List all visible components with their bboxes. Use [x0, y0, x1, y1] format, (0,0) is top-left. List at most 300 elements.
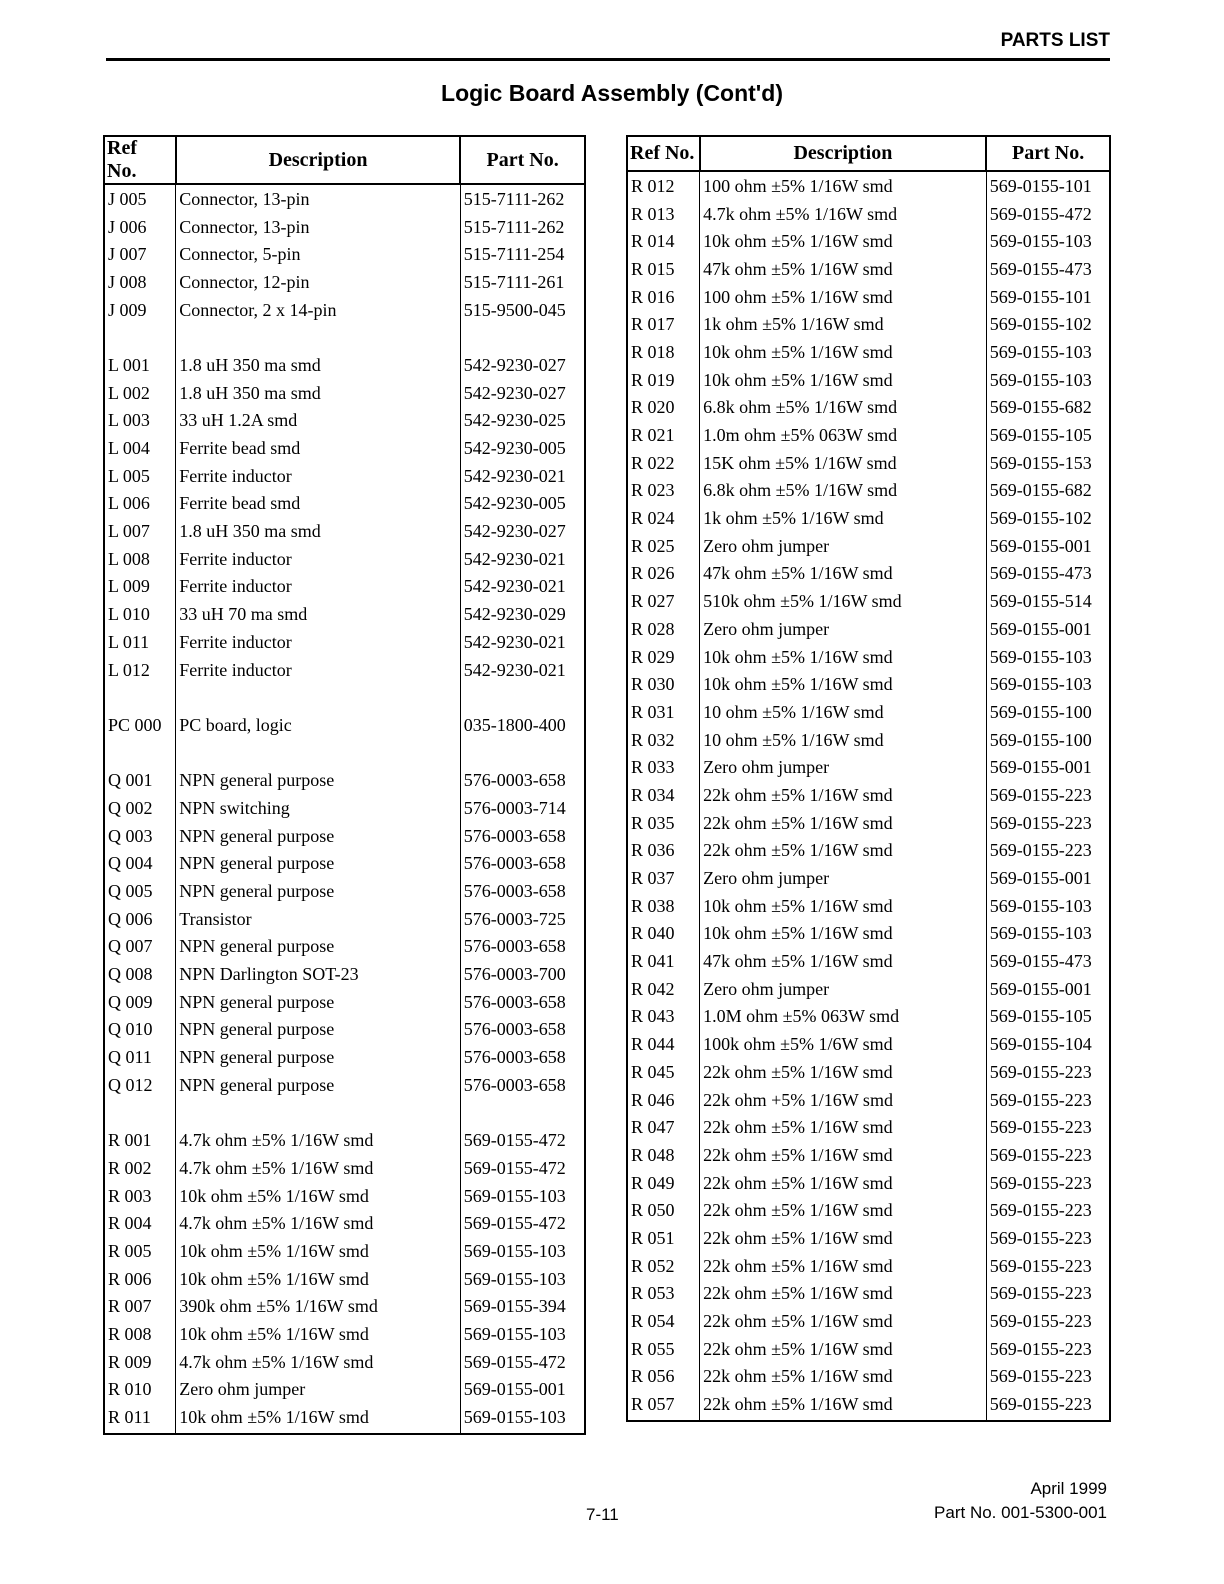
ref-no-cell: R 024 [627, 504, 700, 532]
description-cell: 22k ohm ±5% 1/16W smd [700, 1363, 987, 1391]
table-row [104, 434, 585, 462]
ref-no-cell: L 002 [104, 379, 176, 407]
ref-no-cell: Q 010 [104, 1016, 176, 1044]
table-row [104, 462, 585, 490]
table-row [627, 1390, 1110, 1421]
description-cell: 33 uH 1.2A smd [176, 407, 460, 435]
part-no-cell: 542-9230-005 [460, 434, 585, 462]
description-cell: 10k ohm ±5% 1/16W smd [176, 1320, 460, 1348]
description-cell: 1.0M ohm ±5% 063W smd [700, 1003, 987, 1031]
description-cell: 4.7k ohm ±5% 1/16W smd [176, 1348, 460, 1376]
parts-table-left [103, 135, 586, 1435]
part-no-cell: 569-0155-001 [986, 975, 1110, 1003]
description-cell: Ferrite inductor [176, 573, 460, 601]
part-no-cell: 569-0155-223 [986, 1390, 1110, 1421]
table-row [627, 1335, 1110, 1363]
description-cell: 10 ohm ±5% 1/16W smd [700, 698, 987, 726]
table-row [627, 532, 1110, 560]
part-no-cell [460, 739, 585, 767]
description-cell: NPN general purpose [176, 850, 460, 878]
part-no-cell: 569-0155-001 [986, 615, 1110, 643]
part-no-cell: 569-0155-103 [986, 338, 1110, 366]
part-no-cell: 569-0155-101 [986, 283, 1110, 311]
ref-no-cell: R 012 [627, 171, 700, 200]
description-cell: 1.8 uH 350 ma smd [176, 517, 460, 545]
table-row [627, 1224, 1110, 1252]
table-row [104, 1016, 585, 1044]
ref-no-cell: Q 009 [104, 988, 176, 1016]
description-cell: 22k ohm ±5% 1/16W smd [700, 1307, 987, 1335]
ref-no-cell: R 027 [627, 587, 700, 615]
part-no-cell: 569-0155-472 [986, 200, 1110, 228]
table-row [104, 323, 585, 351]
ref-no-cell: R 043 [627, 1003, 700, 1031]
description-cell: Connector, 2 x 14-pin [176, 296, 460, 324]
ref-no-cell: R 029 [627, 643, 700, 671]
part-no-cell: 576-0003-658 [460, 1071, 585, 1099]
description-cell: 1k ohm ±5% 1/16W smd [700, 310, 987, 338]
part-no-cell: 576-0003-700 [460, 960, 585, 988]
parts-table-left-body [104, 184, 585, 1434]
description-cell: 10k ohm ±5% 1/16W smd [700, 338, 987, 366]
ref-no-cell: R 032 [627, 726, 700, 754]
ref-no-cell: R 038 [627, 892, 700, 920]
part-no-cell: 569-0155-103 [460, 1182, 585, 1210]
description-cell [176, 683, 460, 711]
ref-no-cell: R 002 [104, 1154, 176, 1182]
table-row [104, 600, 585, 628]
part-no-cell: 569-0155-223 [986, 1086, 1110, 1114]
part-no-cell: 569-0155-223 [986, 1335, 1110, 1363]
description-cell: 10k ohm ±5% 1/16W smd [176, 1265, 460, 1293]
ref-no-cell: L 010 [104, 600, 176, 628]
table-header-row [627, 136, 1110, 171]
part-no-cell: 569-0155-223 [986, 781, 1110, 809]
part-no-cell: 542-9230-021 [460, 462, 585, 490]
part-no-cell: 569-0155-223 [986, 1113, 1110, 1141]
table-row [627, 1363, 1110, 1391]
description-cell: 47k ohm ±5% 1/16W smd [700, 947, 987, 975]
description-cell: 22k ohm ±5% 1/16W smd [700, 781, 987, 809]
part-no-cell: 515-7111-254 [460, 240, 585, 268]
part-no-cell: 569-0155-223 [986, 1196, 1110, 1224]
description-cell: NPN general purpose [176, 1043, 460, 1071]
part-no-cell: 569-0155-682 [986, 477, 1110, 505]
part-no-cell: 576-0003-658 [460, 822, 585, 850]
ref-no-cell: L 007 [104, 517, 176, 545]
part-no-cell: 542-9230-005 [460, 490, 585, 518]
description-cell [176, 739, 460, 767]
description-cell: 10k ohm ±5% 1/16W smd [176, 1237, 460, 1265]
description-cell: NPN general purpose [176, 933, 460, 961]
part-no-cell: 569-0155-103 [986, 643, 1110, 671]
table-row [627, 615, 1110, 643]
ref-no-cell: J 005 [104, 184, 176, 213]
table-row [104, 850, 585, 878]
table-row [627, 1169, 1110, 1197]
table-header-row [104, 136, 585, 184]
part-no-cell: 515-7111-261 [460, 268, 585, 296]
ref-no-cell: Q 004 [104, 850, 176, 878]
part-no-header: Part No. [460, 136, 585, 184]
description-cell: 22k ohm ±5% 1/16W smd [700, 809, 987, 837]
table-row [104, 268, 585, 296]
description-cell: NPN general purpose [176, 822, 460, 850]
table-row [104, 1182, 585, 1210]
part-no-cell: 576-0003-658 [460, 766, 585, 794]
description-cell: Ferrite bead smd [176, 434, 460, 462]
part-no-cell: 569-0155-682 [986, 394, 1110, 422]
part-no-cell: 569-0155-001 [986, 864, 1110, 892]
part-no-cell: 569-0155-103 [986, 892, 1110, 920]
table-row [104, 1293, 585, 1321]
part-no-cell: 569-0155-101 [986, 171, 1110, 200]
description-cell: 4.7k ohm ±5% 1/16W smd [176, 1154, 460, 1182]
ref-no-header: Ref No. [104, 136, 176, 184]
ref-no-cell: R 021 [627, 421, 700, 449]
description-cell: NPN general purpose [176, 1071, 460, 1099]
ref-no-cell: R 018 [627, 338, 700, 366]
ref-no-cell: R 033 [627, 753, 700, 781]
table-row [104, 1071, 585, 1099]
table-row [104, 656, 585, 684]
description-cell: 22k ohm ±5% 1/16W smd [700, 1280, 987, 1308]
ref-no-cell [104, 1099, 176, 1127]
ref-no-cell: R 041 [627, 947, 700, 975]
table-row [627, 394, 1110, 422]
ref-no-cell [104, 683, 176, 711]
table-row [104, 240, 585, 268]
table-row [627, 449, 1110, 477]
part-no-cell: 576-0003-714 [460, 794, 585, 822]
table-row [104, 184, 585, 213]
description-cell: NPN general purpose [176, 766, 460, 794]
table-row [104, 1126, 585, 1154]
parts-table-right [626, 135, 1111, 1422]
description-cell: Zero ohm jumper [700, 864, 987, 892]
description-cell: Transistor [176, 905, 460, 933]
ref-no-cell: Q 003 [104, 822, 176, 850]
description-cell: Zero ohm jumper [700, 975, 987, 1003]
table-row [104, 1348, 585, 1376]
ref-no-cell: Q 001 [104, 766, 176, 794]
ref-no-cell: R 017 [627, 310, 700, 338]
description-cell: NPN Darlington SOT-23 [176, 960, 460, 988]
ref-no-cell: R 054 [627, 1307, 700, 1335]
ref-no-cell: R 005 [104, 1237, 176, 1265]
ref-no-cell: R 006 [104, 1265, 176, 1293]
table-row [627, 504, 1110, 532]
table-row [627, 1113, 1110, 1141]
ref-no-cell: R 048 [627, 1141, 700, 1169]
table-row [104, 573, 585, 601]
table-row [627, 753, 1110, 781]
part-no-cell: 569-0155-223 [986, 1058, 1110, 1086]
description-cell: Zero ohm jumper [700, 615, 987, 643]
ref-no-cell: R 015 [627, 255, 700, 283]
description-cell: 6.8k ohm ±5% 1/16W smd [700, 477, 987, 505]
ref-no-cell: R 031 [627, 698, 700, 726]
description-cell: 510k ohm ±5% 1/16W smd [700, 587, 987, 615]
part-no-cell: 569-0155-102 [986, 310, 1110, 338]
description-cell: 33 uH 70 ma smd [176, 600, 460, 628]
table-row [104, 407, 585, 435]
part-no-cell: 569-0155-103 [986, 920, 1110, 948]
part-no-cell: 576-0003-658 [460, 877, 585, 905]
part-no-cell [460, 683, 585, 711]
table-row [627, 1252, 1110, 1280]
table-row [104, 794, 585, 822]
table-row [627, 1196, 1110, 1224]
ref-no-cell: R 055 [627, 1335, 700, 1363]
ref-no-cell: R 042 [627, 975, 700, 1003]
description-cell: 1.8 uH 350 ma smd [176, 351, 460, 379]
table-row [104, 960, 585, 988]
ref-no-cell: L 005 [104, 462, 176, 490]
description-cell: 10 ohm ±5% 1/16W smd [700, 726, 987, 754]
description-cell: 22k ohm ±5% 1/16W smd [700, 1058, 987, 1086]
table-row [104, 517, 585, 545]
footer-part-number: Part No. 001-5300-001 [934, 1503, 1107, 1522]
ref-no-cell: L 003 [104, 407, 176, 435]
part-no-cell: 542-9230-025 [460, 407, 585, 435]
ref-no-cell: L 001 [104, 351, 176, 379]
description-cell: 47k ohm ±5% 1/16W smd [700, 255, 987, 283]
table-row [104, 711, 585, 739]
description-cell: Connector, 13-pin [176, 213, 460, 241]
description-cell: 1.8 uH 350 ma smd [176, 379, 460, 407]
ref-no-cell: R 010 [104, 1376, 176, 1404]
description-header: Description [700, 136, 987, 171]
part-no-cell: 569-0155-223 [986, 1363, 1110, 1391]
description-cell: 22k ohm ±5% 1/16W smd [700, 1390, 987, 1421]
table-row [627, 864, 1110, 892]
part-no-cell: 569-0155-472 [460, 1209, 585, 1237]
part-no-cell: 569-0155-394 [460, 1293, 585, 1321]
description-cell: 22k ohm ±5% 1/16W smd [700, 1169, 987, 1197]
part-no-cell: 569-0155-223 [986, 809, 1110, 837]
table-row [104, 490, 585, 518]
ref-no-cell [104, 323, 176, 351]
ref-no-cell: R 057 [627, 1390, 700, 1421]
table-row [627, 283, 1110, 311]
table-row [627, 947, 1110, 975]
table-row [104, 988, 585, 1016]
description-cell: 4.7k ohm ±5% 1/16W smd [176, 1126, 460, 1154]
page-title: Logic Board Assembly (Cont'd) [441, 80, 783, 106]
ref-no-cell: R 009 [104, 1348, 176, 1376]
description-cell: 4.7k ohm ±5% 1/16W smd [176, 1209, 460, 1237]
description-cell: 22k ohm ±5% 1/16W smd [700, 1252, 987, 1280]
ref-no-cell: R 049 [627, 1169, 700, 1197]
ref-no-cell: R 003 [104, 1182, 176, 1210]
part-no-cell: 542-9230-021 [460, 545, 585, 573]
ref-no-cell: Q 011 [104, 1043, 176, 1071]
part-no-cell: 576-0003-658 [460, 1016, 585, 1044]
description-cell: Ferrite inductor [176, 545, 460, 573]
part-no-cell: 569-0155-472 [460, 1154, 585, 1182]
table-row [104, 1099, 585, 1127]
description-cell: Ferrite inductor [176, 462, 460, 490]
table-row [104, 628, 585, 656]
description-cell: 100 ohm ±5% 1/16W smd [700, 283, 987, 311]
part-no-cell: 569-0155-514 [986, 587, 1110, 615]
ref-no-cell: J 008 [104, 268, 176, 296]
part-no-cell: 515-7111-262 [460, 184, 585, 213]
part-no-cell: 542-9230-027 [460, 351, 585, 379]
ref-no-cell: R 053 [627, 1280, 700, 1308]
ref-no-cell: Q 012 [104, 1071, 176, 1099]
table-row [627, 255, 1110, 283]
part-no-cell: 569-0155-105 [986, 1003, 1110, 1031]
table-row [104, 1265, 585, 1293]
table-row [104, 379, 585, 407]
table-row [627, 837, 1110, 865]
part-no-cell: 515-9500-045 [460, 296, 585, 324]
description-cell: 6.8k ohm ±5% 1/16W smd [700, 394, 987, 422]
table-row [104, 351, 585, 379]
ref-no-cell: R 040 [627, 920, 700, 948]
part-no-cell: 569-0155-103 [460, 1403, 585, 1434]
ref-no-cell: R 011 [104, 1403, 176, 1434]
ref-no-cell: R 034 [627, 781, 700, 809]
part-no-cell: 569-0155-103 [460, 1237, 585, 1265]
part-no-cell: 569-0155-100 [986, 726, 1110, 754]
description-cell: 15K ohm ±5% 1/16W smd [700, 449, 987, 477]
ref-no-cell: L 006 [104, 490, 176, 518]
ref-no-cell: R 007 [104, 1293, 176, 1321]
part-no-cell: 569-0155-472 [460, 1348, 585, 1376]
part-no-cell: 569-0155-001 [986, 532, 1110, 560]
description-cell: Connector, 5-pin [176, 240, 460, 268]
part-no-cell: 569-0155-223 [986, 1169, 1110, 1197]
ref-no-cell: R 023 [627, 477, 700, 505]
ref-no-cell: R 052 [627, 1252, 700, 1280]
part-no-cell [460, 1099, 585, 1127]
part-no-cell: 569-0155-103 [986, 227, 1110, 255]
part-no-header: Part No. [986, 136, 1110, 171]
ref-no-cell: R 056 [627, 1363, 700, 1391]
part-no-cell: 542-9230-027 [460, 379, 585, 407]
ref-no-cell: R 028 [627, 615, 700, 643]
part-no-cell: 576-0003-658 [460, 933, 585, 961]
part-no-cell: 569-0155-001 [460, 1376, 585, 1404]
table-row [627, 1030, 1110, 1058]
table-row [627, 1058, 1110, 1086]
ref-no-cell: R 014 [627, 227, 700, 255]
table-row [627, 477, 1110, 505]
ref-no-cell: Q 007 [104, 933, 176, 961]
part-no-cell: 515-7111-262 [460, 213, 585, 241]
table-row [627, 670, 1110, 698]
table-row [627, 171, 1110, 200]
table-row [104, 296, 585, 324]
table-row [627, 643, 1110, 671]
table-row [104, 1043, 585, 1071]
ref-no-header: Ref No. [627, 136, 700, 171]
ref-no-cell: J 006 [104, 213, 176, 241]
description-cell: 100k ohm ±5% 1/6W smd [700, 1030, 987, 1058]
ref-no-cell: R 004 [104, 1209, 176, 1237]
section-header: PARTS LIST [1000, 30, 1110, 51]
table-row [104, 877, 585, 905]
part-no-cell [460, 323, 585, 351]
ref-no-cell: R 046 [627, 1086, 700, 1114]
part-no-cell: 569-0155-473 [986, 947, 1110, 975]
table-row [627, 1280, 1110, 1308]
description-cell: PC board, logic [176, 711, 460, 739]
ref-no-cell: R 030 [627, 670, 700, 698]
table-row [627, 975, 1110, 1003]
description-cell: Zero ohm jumper [176, 1376, 460, 1404]
description-cell: 22k ohm ±5% 1/16W smd [700, 1196, 987, 1224]
footer-date: April 1999 [1030, 1479, 1107, 1498]
part-no-cell: 569-0155-100 [986, 698, 1110, 726]
ref-no-cell: L 004 [104, 434, 176, 462]
ref-no-cell: Q 002 [104, 794, 176, 822]
ref-no-cell [104, 739, 176, 767]
ref-no-cell: L 009 [104, 573, 176, 601]
description-cell: 22k ohm ±5% 1/16W smd [700, 1224, 987, 1252]
table-row [104, 1237, 585, 1265]
description-cell [176, 323, 460, 351]
table-row [627, 310, 1110, 338]
description-cell: 22k ohm ±5% 1/16W smd [700, 1141, 987, 1169]
ref-no-cell: R 020 [627, 394, 700, 422]
part-no-cell: 569-0155-223 [986, 1141, 1110, 1169]
header-rule [106, 58, 1110, 61]
description-cell: 22k ohm ±5% 1/16W smd [700, 1335, 987, 1363]
ref-no-cell: R 019 [627, 366, 700, 394]
part-no-cell: 569-0155-223 [986, 1252, 1110, 1280]
table-row [104, 1154, 585, 1182]
table-row [627, 1086, 1110, 1114]
description-cell: 100 ohm ±5% 1/16W smd [700, 171, 987, 200]
table-row [627, 200, 1110, 228]
ref-no-cell: Q 008 [104, 960, 176, 988]
description-cell: 10k ohm ±5% 1/16W smd [700, 643, 987, 671]
part-no-cell: 569-0155-153 [986, 449, 1110, 477]
description-cell [176, 1099, 460, 1127]
table-row [627, 560, 1110, 588]
ref-no-cell: PC 000 [104, 711, 176, 739]
description-cell: 22k ohm ±5% 1/16W smd [700, 837, 987, 865]
table-row [104, 213, 585, 241]
description-cell: Zero ohm jumper [700, 753, 987, 781]
ref-no-cell: R 050 [627, 1196, 700, 1224]
description-cell: 10k ohm ±5% 1/16W smd [700, 227, 987, 255]
ref-no-cell: R 013 [627, 200, 700, 228]
part-no-cell: 542-9230-029 [460, 600, 585, 628]
description-cell: NPN switching [176, 794, 460, 822]
ref-no-cell: L 012 [104, 656, 176, 684]
table-row [627, 892, 1110, 920]
table-row [627, 698, 1110, 726]
description-cell: 1.0m ohm ±5% 063W smd [700, 421, 987, 449]
ref-no-cell: J 007 [104, 240, 176, 268]
table-row [627, 338, 1110, 366]
table-row [627, 1307, 1110, 1335]
ref-no-cell: L 011 [104, 628, 176, 656]
table-row [104, 905, 585, 933]
ref-no-cell: R 008 [104, 1320, 176, 1348]
part-no-cell: 542-9230-021 [460, 656, 585, 684]
part-no-cell: 569-0155-223 [986, 837, 1110, 865]
description-cell: 1k ohm ±5% 1/16W smd [700, 504, 987, 532]
table-row [627, 781, 1110, 809]
ref-no-cell: Q 005 [104, 877, 176, 905]
description-cell: 47k ohm ±5% 1/16W smd [700, 560, 987, 588]
